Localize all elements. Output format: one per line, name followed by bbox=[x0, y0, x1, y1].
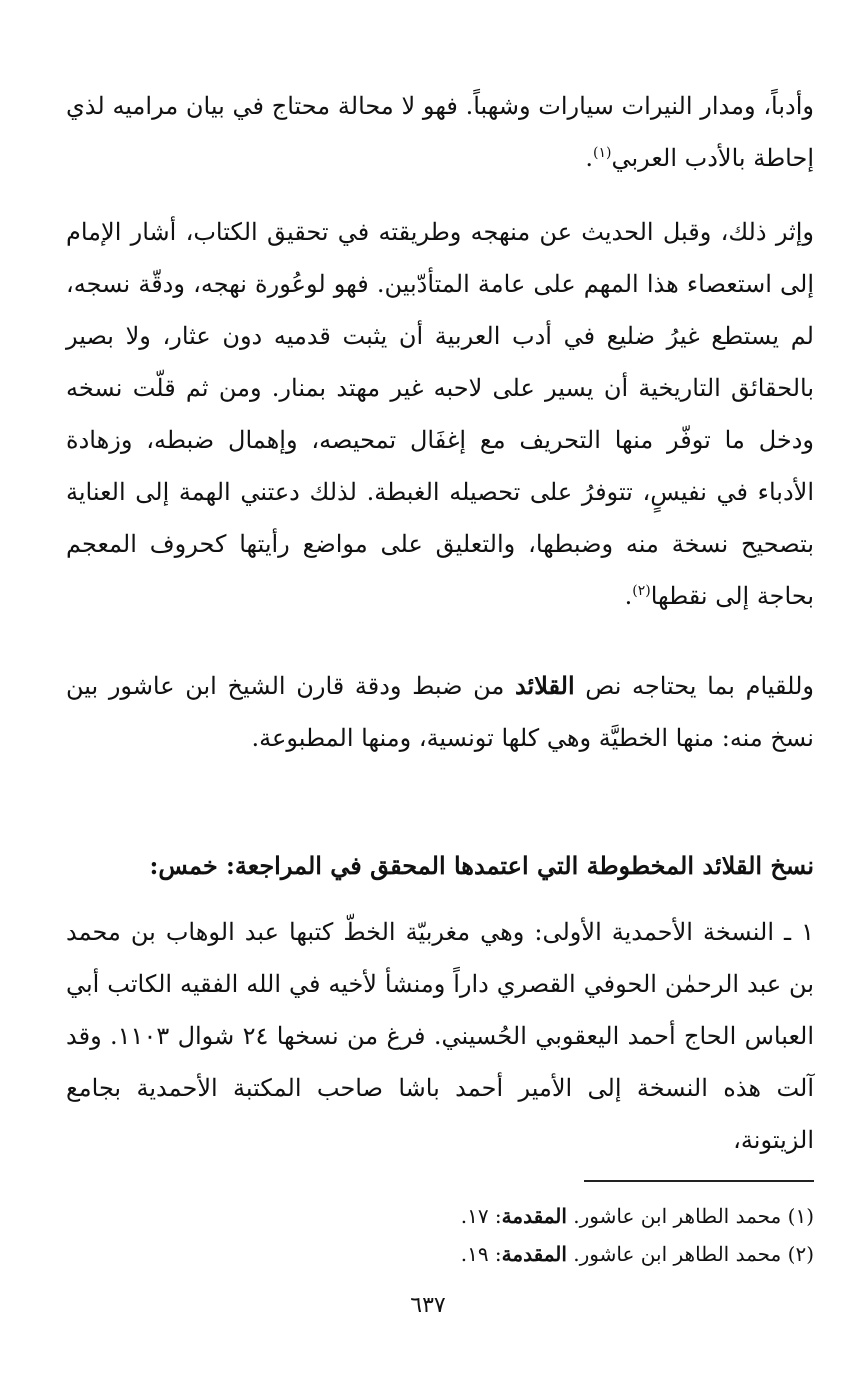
paragraph-3-before: وللقيام بما يحتاجه نص bbox=[574, 672, 814, 700]
footnote-ref-2: (٢) bbox=[632, 583, 651, 599]
paragraph-2-tail: . bbox=[624, 582, 633, 610]
paragraph-1-tail: . bbox=[585, 144, 594, 172]
page-number: ٦٣٧ bbox=[410, 1293, 446, 1318]
footnote-2 bbox=[66, 1236, 814, 1272]
footnote-1-author: محمد الطاهر ابن عاشور. bbox=[566, 1204, 788, 1228]
footnote-ref-1: (١) bbox=[593, 145, 612, 161]
footnote-2-author: محمد الطاهر ابن عاشور. bbox=[566, 1242, 788, 1266]
book-title-bold: القلائد bbox=[514, 671, 575, 700]
paragraph-4-text: ١ ـ النسخة الأحمدية الأولى: وهي مغربيّة الخطّ كتبها عبد الوهاب بن محمد بن عبد الرحمٰن الحوفي القصري داراً ومنشأ لأخيه في الله الفقيه الكاتب أبي العباس الحاج أحمد اليعقوبي الحُسيني. فرغ من نسخها ٢٤ شوال ١١٠٣. وقد آلت هذه النسخة إلى الأمير أحمد باشا صاحب المكتبة الأحمدية بجامع الزيتونة، bbox=[66, 918, 815, 1154]
paragraph-4 bbox=[66, 906, 814, 1166]
footnote-2-number: (٢) bbox=[787, 1242, 814, 1266]
paragraph-1 bbox=[66, 80, 814, 184]
footnote-1 bbox=[66, 1198, 814, 1234]
section-heading: نسخ القلائد المخطوطة التي اعتمدها المحقق في المراجعة: خمس: bbox=[149, 851, 814, 880]
paragraph-1-text: وأدباً، ومدار النيرات سيارات وشهباً. فهو لا محالة محتاج في بيان مراميه لذي إحاطة بالأدب العربي bbox=[66, 92, 814, 172]
footnote-divider bbox=[584, 1180, 814, 1182]
footnote-1-page: : ١٧. bbox=[460, 1204, 502, 1228]
paragraph-3-after: من ضبط ودقة قارن الشيخ ابن عاشور بين نسخ منه: منها الخطيَّة وهي كلها تونسية، ومنها المطبوعة. bbox=[66, 672, 814, 752]
footnote-2-title: المقدمة bbox=[501, 1242, 567, 1266]
paragraph-2-text: وإثر ذلك، وقبل الحديث عن منهجه وطريقته في تحقيق الكتاب، أشار الإمام إلى استعصاء هذا المهم على عامة المتأدّبين. فهو لوعُورة نهجه، ودقّة نسجه، لم يستطع غيرُ ضليع في أدب العربية أن يثبت قدميه دون عثار، ولا بصير بالحقائق التاريخية أن يسير على لاحبه غير مهتد بمنار. ومن ثم قلّت نسخه ودخل ما توفّر منها التحريف مع إغفَال تمحيصه، وإهمال ضبطه، وزهادة الأدباء في نفيسٍ، تتوفرُ على تحصيله الغبطة. لذلك دعتني الهمة إلى العناية بتصحيح نسخة منه وضبطها، والتعليق على مواضع رأيتها كحروف المعجم بحاجة إلى نقطها bbox=[66, 218, 815, 610]
footnote-1-title: المقدمة bbox=[501, 1204, 567, 1228]
footnote-1-number: (١) bbox=[787, 1204, 814, 1228]
footnote-2-page: : ١٩. bbox=[460, 1242, 502, 1266]
paragraph-2 bbox=[66, 206, 814, 622]
paragraph-3 bbox=[66, 660, 814, 764]
